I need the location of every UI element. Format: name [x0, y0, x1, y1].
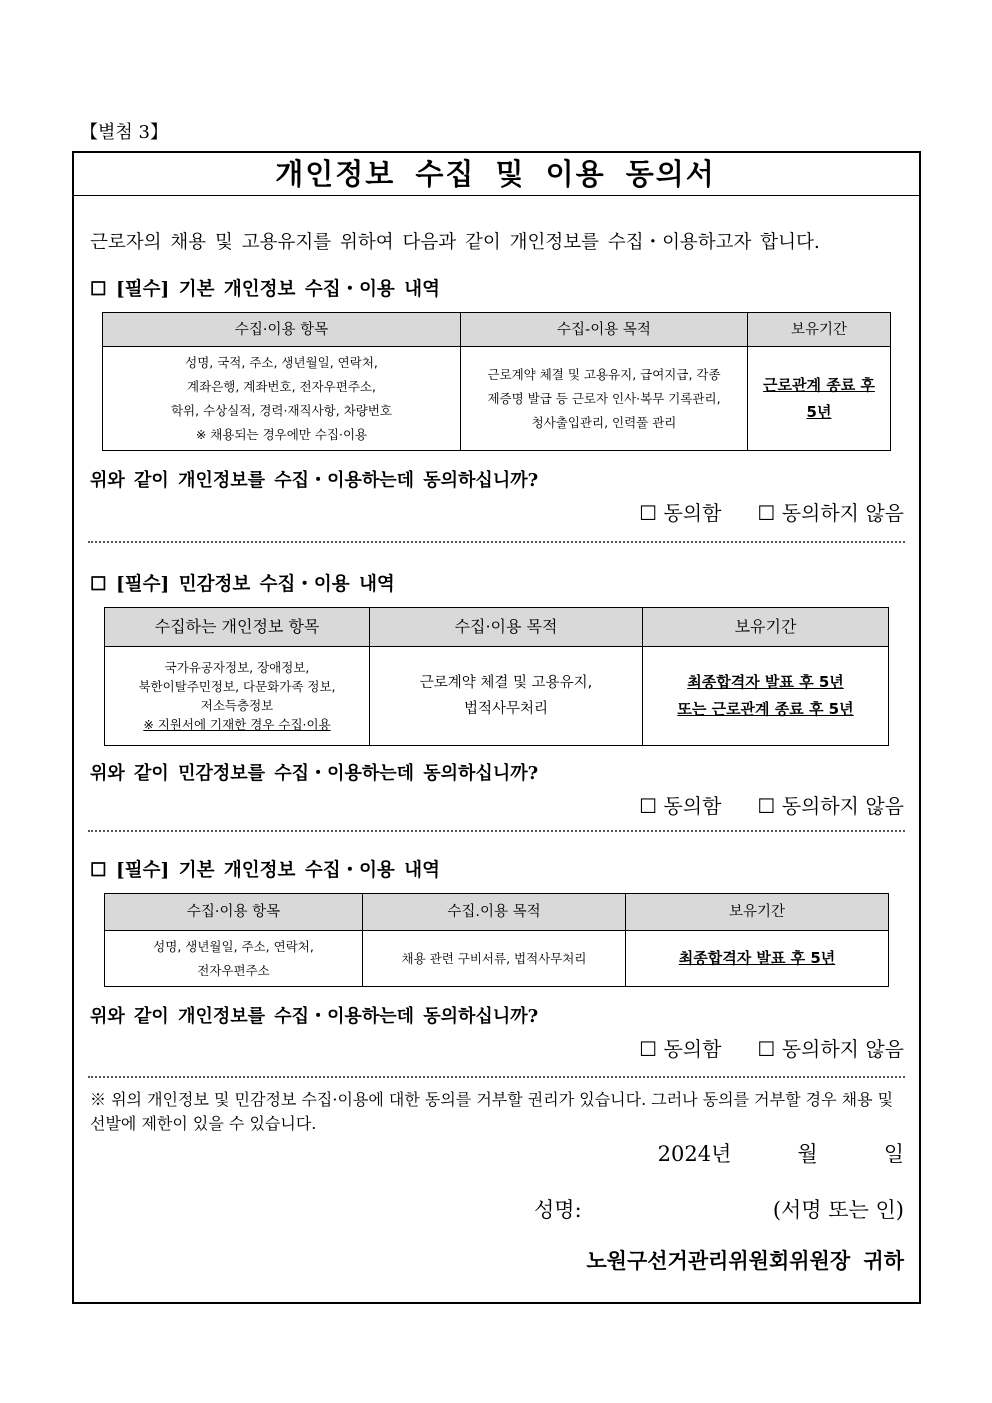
signature-hint: (서명 또는 인): [772, 1198, 904, 1222]
section-3-question: 위와 같이 개인정보를 수집・이용하는데 동의하십니까?: [90, 1006, 539, 1027]
section-2-options: [639, 790, 904, 819]
header-items: 수집·이용 항목: [103, 313, 461, 347]
header-retention: 보유기간: [748, 313, 891, 347]
section-1-question: 위와 같이 개인정보를 수집・이용하는데 동의하십니까?: [90, 470, 539, 491]
section-2-heading: ☐ [필수] 민감정보 수집・이용 내역: [90, 574, 395, 595]
recipient: 노원구선거관리위원회위원장 귀하: [586, 1248, 904, 1273]
section-3-table: [104, 893, 889, 987]
section-3-options: [639, 1033, 904, 1062]
header-retention: 보유기간: [643, 608, 889, 647]
header-items: 수집하는 개인정보 항목: [105, 608, 370, 647]
date-month: 월: [797, 1142, 818, 1166]
agree-checkbox[interactable]: ☐ 동의함: [639, 1037, 722, 1061]
divider: [88, 541, 905, 543]
refusal-notice: ※ 위의 개인정보 및 민감정보 수집·이용에 대한 동의를 거부할 권리가 있습니다. 그러나 동의를 거부할 경우 채용 및 선발에 제한이 있을 수 있습니다.: [90, 1090, 894, 1133]
attachment-label: 【별첨 3】: [80, 122, 168, 143]
section-1-table: [102, 312, 891, 451]
signature-label: 성명:: [534, 1198, 582, 1222]
retention-cell: 근로관계 종료 후 5년: [748, 347, 891, 451]
divider: [88, 830, 905, 832]
section-1-heading: ☐ [필수] 기본 개인정보 수집・이용 내역: [90, 279, 440, 300]
retention-cell: 최종합격자 발표 후 5년 또는 근로관계 종료 후 5년: [643, 647, 889, 746]
purpose-cell: 근로계약 체결 및 고용유지, 급여지급, 각종 제증명 발급 등 근로자 인사·복무 기록관리, 청사출입관리, 인력풀 관리: [461, 347, 748, 451]
section-1-options: [639, 497, 904, 526]
retention-cell: 최종합격자 발표 후 5년: [626, 931, 889, 987]
section-3-heading: ☐ [필수] 기본 개인정보 수집・이용 내역: [90, 860, 440, 881]
page-title: 개인정보 수집 및 이용 동의서: [72, 151, 919, 196]
divider: [88, 1076, 905, 1078]
disagree-checkbox[interactable]: ☐ 동의하지 않음: [757, 501, 904, 525]
section-2-table: [104, 607, 889, 746]
agree-checkbox[interactable]: ☐ 동의함: [639, 501, 722, 525]
items-cell: 성명, 국적, 주소, 생년월일, 연락처, 계좌은행, 계좌번호, 전자우편주소, 학위, 수상실적, 경력·재직사항, 차량번호 ※ 채용되는 경우에만 수집·이용: [103, 347, 461, 451]
items-cell: 국가유공자정보, 장애정보, 북한이탈주민정보, 다문화가족 정보, 저소득층정보 ※ 지원서에 기재한 경우 수집·이용: [105, 647, 370, 746]
disagree-checkbox[interactable]: ☐ 동의하지 않음: [757, 794, 904, 818]
date-year: 2024년: [657, 1142, 732, 1166]
disagree-checkbox[interactable]: ☐ 동의하지 않음: [757, 1037, 904, 1061]
header-purpose: 수집.이용 목적: [363, 894, 626, 931]
items-cell: 성명, 생년월일, 주소, 연락처, 전자우편주소: [105, 931, 363, 987]
header-retention: 보유기간: [626, 894, 889, 931]
date-line: [658, 1138, 904, 1168]
purpose-cell: 채용 관련 구비서류, 법적사무처리: [363, 931, 626, 987]
purpose-cell: 근로계약 체결 및 고용유지, 법적사무처리: [370, 647, 643, 746]
section-2-question: 위와 같이 민감정보를 수집・이용하는데 동의하십니까?: [90, 763, 539, 784]
header-purpose: 수집-이용 목적: [461, 313, 748, 347]
date-day: 일: [883, 1142, 904, 1166]
agree-checkbox[interactable]: ☐ 동의함: [639, 794, 722, 818]
header-items: 수집·이용 항목: [105, 894, 363, 931]
header-purpose: 수집·이용 목적: [370, 608, 643, 647]
intro-text: 근로자의 채용 및 고용유지를 위하여 다음과 같이 개인정보를 수집・이용하고자 합니다.: [90, 232, 820, 253]
